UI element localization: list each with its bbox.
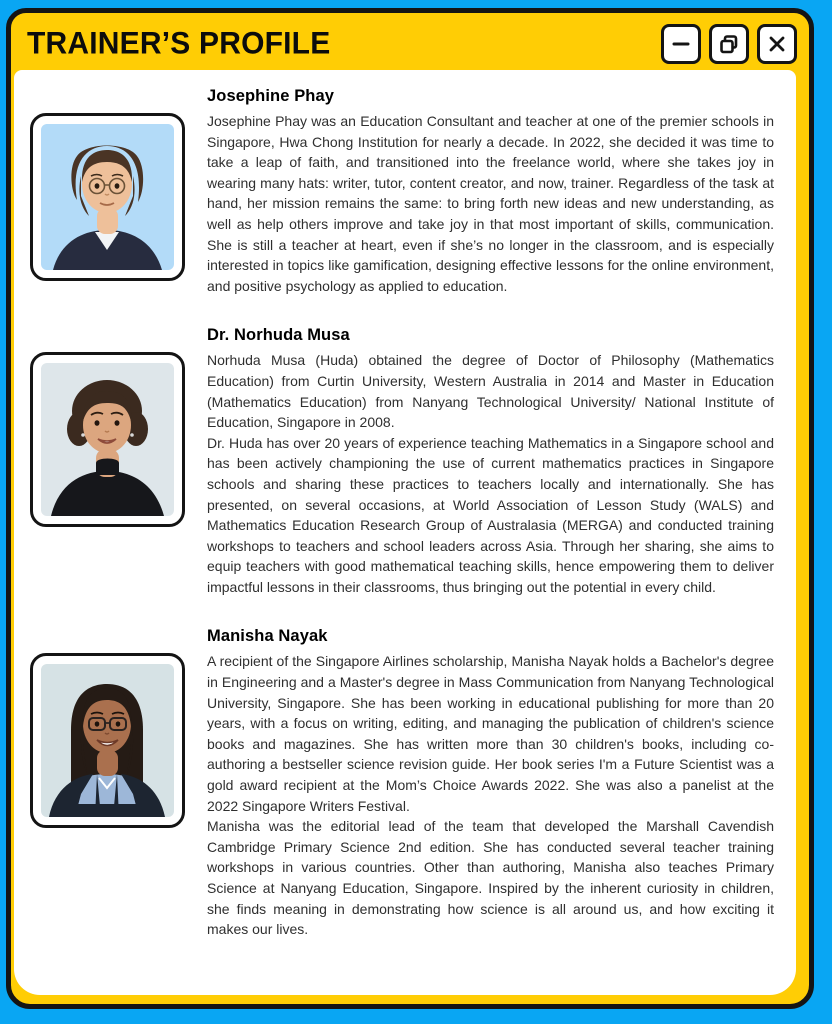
trainer-bio-paragraph: Norhuda Musa (Huda) obtained the degree of Doctor of Philosophy (Mathematics Education) from Curtin University, Western Australia in 2014 and Master in Education (Mathematics Education) from Nanyang Technological University/ National Institute of Education, Singapore in 2008. [207, 352, 774, 431]
manisha-portrait-illustration [41, 664, 174, 817]
trainer-photo-josephine [30, 113, 185, 281]
photo-column [30, 87, 185, 296]
text-column [207, 627, 774, 939]
text-column [207, 87, 774, 296]
trainer-bio-paragraph: Manisha was the editorial lead of the team that developed the Marshall Cavendish Cambridge Primary Science 2nd edition. She has conducted several teacher training workshops in various countries. Other than authoring, Manisha also teaches Primary Science at Nanyang Education, Singapore. Inspired by the inherent curiosity in children, she finds meaning in demonstrating how science is all around us, and how exciting it makes our lives. [207, 818, 774, 938]
close-button[interactable] [757, 24, 797, 64]
trainer-name: Josephine Phay [207, 87, 335, 105]
norhuda-portrait-illustration [41, 363, 174, 516]
close-icon [766, 33, 788, 55]
window-controls [661, 24, 797, 64]
photo-column [30, 326, 185, 597]
trainer-name: Dr. Norhuda Musa [207, 326, 350, 345]
photo-column [30, 627, 185, 939]
title-bar [11, 13, 809, 72]
trainer-bio-paragraph: Josephine Phay was an Education Consultant and teacher at one of the premier schools in Singapore, Hwa Chong Institution for nearly a decade. In 2022, she decided it was time to take a leap of faith, and transitioned into the freelance world, where she takes joy in wearing many hats: writer, tutor, content creator, and now, trainer. Regardless of the task at hand, her mission remains the same: to bring forth new ideas and new understanding, as well as help others improve and take joy in that most important of skills, communication. She is still a teacher at heart, even if she’s no longer in the classroom, and is especially interested in topics like gamification, designing effective lessons for the online environment, and positive psychology as applied to education. [207, 113, 774, 294]
trainer-section-josephine [30, 87, 774, 296]
trainer-name: Manisha Nayak [207, 627, 328, 646]
trainer-section-norhuda [30, 326, 774, 597]
restore-icon [718, 33, 740, 55]
restore-button[interactable] [709, 24, 749, 64]
josephine-portrait-illustration [41, 124, 174, 270]
minimize-icon [670, 33, 692, 55]
trainers-profile-window [6, 8, 814, 1009]
minimize-button[interactable] [661, 24, 701, 64]
text-column [207, 326, 774, 597]
trainer-bio-paragraph: Dr. Huda has over 20 years of experience teaching Mathematics in a Singapore school and has been actively championing the use of current mathematics practices in Singapore schools and sharing these practices to teachers locally and internationally. She has presented, on several occasions, at World Association of Lesson Study (WALS) and Mathematics Education Research Group of Australasia (MERGA) and conducted training workshops to teachers and school leaders across Asia. Through her sharing, she aims to equip teachers with good mathematical teaching skills, hence empowering them to deliver impactful lessons in their classrooms, thus bringing out the potential in every child. [207, 434, 774, 595]
trainer-photo-manisha [30, 653, 185, 828]
window-title: TRAINER’S PROFILE [27, 25, 331, 61]
trainer-section-manisha [30, 627, 774, 939]
content-panel [14, 70, 796, 995]
trainer-bio-paragraph: A recipient of the Singapore Airlines scholarship, Manisha Nayak holds a Bachelor's degree in Engineering and a Master's degree in Mass Communication from Nanyang Technological University, Singapore. She has been working in educational publishing for more than 20 years, with a focus on writing, editing, and managing the publication of children's science books and magazines. She has written more than 30 children's books, including co-authoring a bestseller science revision guide. Her book series I'm a Future Scientist was a gold award recipient at the Mom’s Choice Awards 2022. She was also a panelist at the 2022 Singapore Writers Festival. [207, 653, 774, 814]
trainer-photo-norhuda [30, 352, 185, 527]
